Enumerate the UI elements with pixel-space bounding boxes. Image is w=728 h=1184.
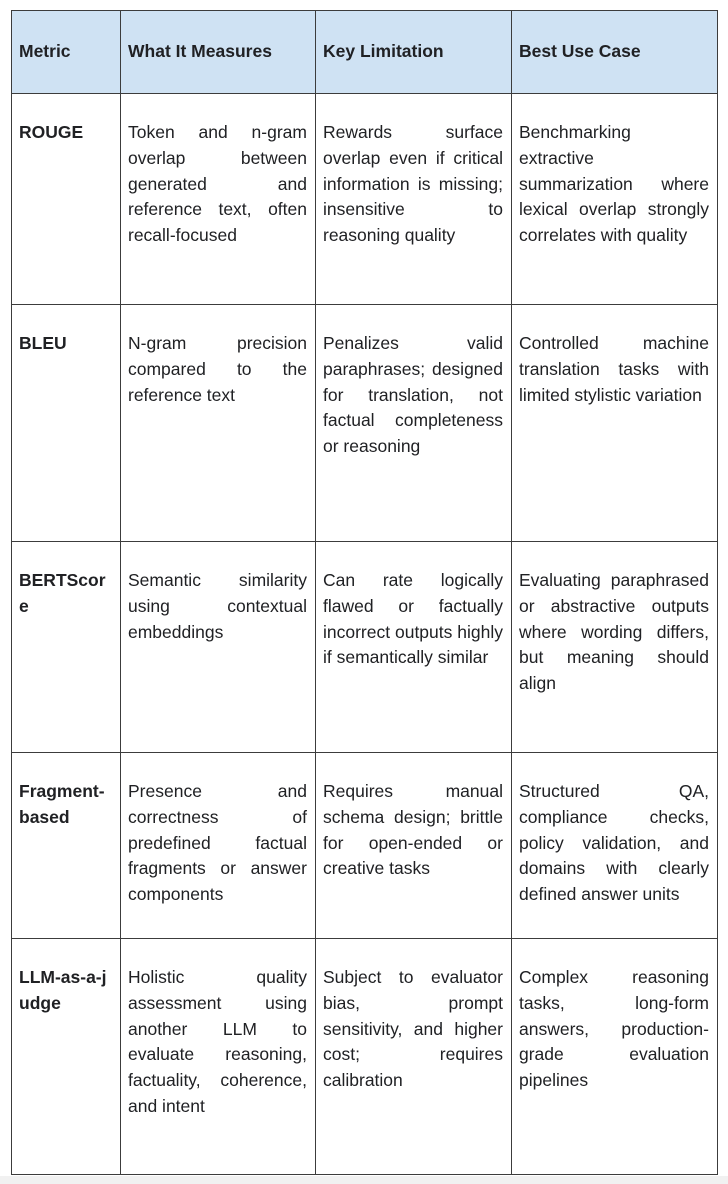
table-row <box>12 939 718 1175</box>
table-header <box>12 11 718 94</box>
limitation-cell: Requires manual schema design; brittle for open-ended or creative tasks <box>316 753 512 939</box>
metric-cell: ROUGE <box>12 94 121 305</box>
metrics-comparison-table <box>11 10 718 1175</box>
measures-cell: N-gram precision compared to the reference text <box>121 305 316 542</box>
use-case-cell: Structured QA, compliance checks, policy validation, and domains with clearly defined answer units <box>512 753 718 939</box>
header-best-use-case: Best Use Case <box>512 11 718 94</box>
metric-cell: BLEU <box>12 305 121 542</box>
measures-cell: Token and n-gram overlap between generated and reference text, often recall-focused <box>121 94 316 305</box>
metric-cell: Fragment-based <box>12 753 121 939</box>
measures-cell: Presence and correctness of predefined factual fragments or answer components <box>121 753 316 939</box>
header-what-it-measures: What It Measures <box>121 11 316 94</box>
measures-cell: Semantic similarity using contextual embeddings <box>121 542 316 753</box>
page-bottom-edge <box>0 1176 728 1184</box>
use-case-cell: Complex reasoning tasks, long-form answers, production-grade evaluation pipelines <box>512 939 718 1175</box>
metric-cell: LLM-as-a-judge <box>12 939 121 1175</box>
limitation-cell: Penalizes valid paraphrases; designed for translation, not factual completeness or reasoning <box>316 305 512 542</box>
header-key-limitation: Key Limitation <box>316 11 512 94</box>
limitation-cell: Subject to evaluator bias, prompt sensitivity, and higher cost; requires calibration <box>316 939 512 1175</box>
limitation-cell: Rewards surface overlap even if critical information is missing; insensitive to reasoning quality <box>316 94 512 305</box>
table-body <box>12 94 718 1175</box>
use-case-cell: Controlled machine translation tasks with limited stylistic variation <box>512 305 718 542</box>
use-case-cell: Evaluating paraphrased or abstractive outputs where wording differs, but meaning should align <box>512 542 718 753</box>
header-metric: Metric <box>12 11 121 94</box>
table-row <box>12 94 718 305</box>
measures-cell: Holistic quality assessment using another LLM to evaluate reasoning, factuality, coherence, and intent <box>121 939 316 1175</box>
table-row <box>12 305 718 542</box>
table-row <box>12 753 718 939</box>
limitation-cell: Can rate logically flawed or factually incorrect outputs highly if semantically similar <box>316 542 512 753</box>
header-row <box>12 11 718 94</box>
table-row <box>12 542 718 753</box>
use-case-cell: Benchmarking extractive summarization where lexical overlap strongly correlates with quality <box>512 94 718 305</box>
metric-cell: BERTScore <box>12 542 121 753</box>
